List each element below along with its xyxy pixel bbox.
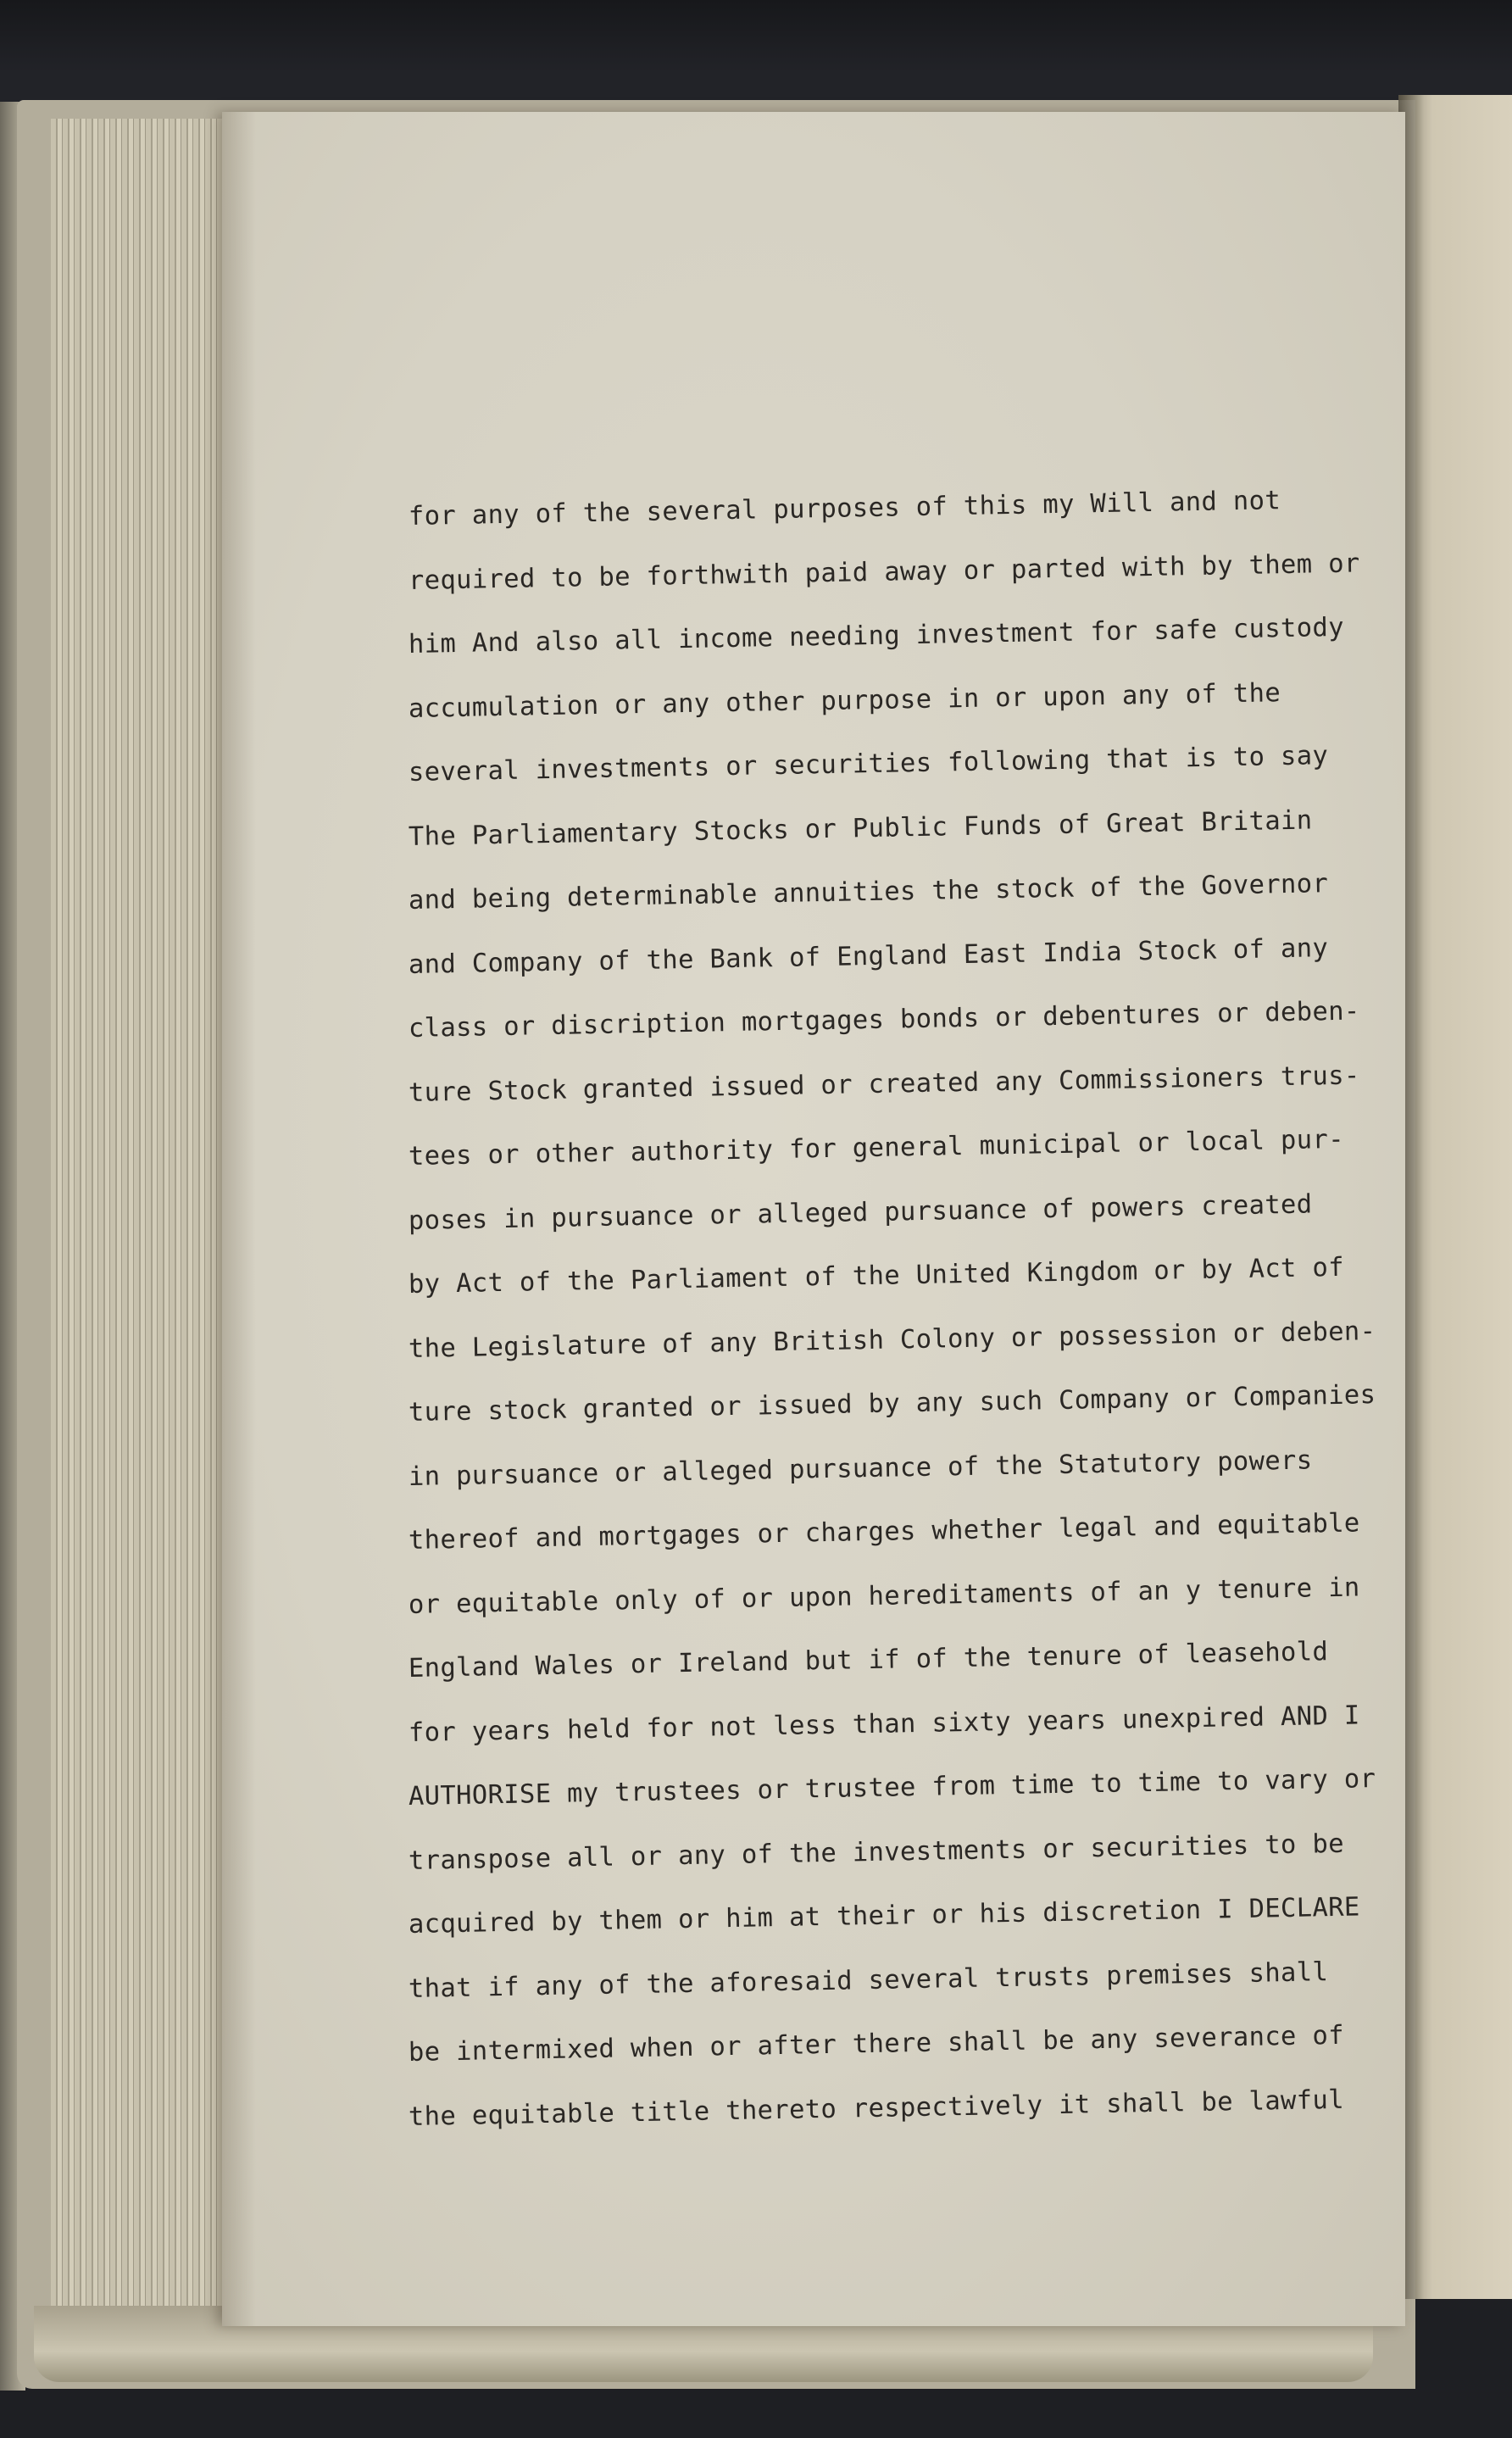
text-line: that if any of the aforesaid several trusts premises shall xyxy=(408,1957,1329,2004)
typed-text-body xyxy=(409,485,1426,2149)
text-line: be intermixed when or after there shall be any severance of xyxy=(408,2020,1345,2068)
text-line: AUTHORISE my trustees or trustee from time to time to vary or xyxy=(408,1764,1376,1812)
text-line: tees or other authority for general municipal or local pur- xyxy=(408,1124,1345,1172)
text-line: accumulation or any other purpose in or upon any of the xyxy=(408,677,1281,724)
text-line: ture Stock granted issued or created any Commissioners trus- xyxy=(408,1060,1360,1108)
page-stack-edges xyxy=(51,119,229,2340)
text-line: ture stock granted or issued by any such Company or Companies xyxy=(408,1380,1376,1428)
page-gutter-shadow xyxy=(222,112,256,2326)
text-line: for any of the several purposes of this my Will and not xyxy=(408,486,1281,532)
text-line: acquired by them or him at their or his discretion I DECLARE xyxy=(408,1892,1360,1940)
text-line: the Legislature of any British Colony or possession or deben- xyxy=(408,1316,1376,1364)
text-line: and Company of the Bank of England East India Stock of any xyxy=(408,932,1329,980)
text-line: poses in pursuance or alleged pursuance of powers created xyxy=(408,1188,1313,1236)
text-line: thereof and mortgages or charges whether legal and equitable xyxy=(408,1508,1360,1556)
document-page xyxy=(222,112,1405,2326)
text-line: in pursuance or alleged pursuance of the Statutory powers xyxy=(408,1444,1313,1492)
text-line: class or discription mortgages bonds or debentures or deben- xyxy=(408,996,1360,1044)
text-line: by Act of the Parliament of the United Kingdom or by Act of xyxy=(408,1252,1345,1300)
text-line: and being determinable annuities the stock of the Governor xyxy=(408,869,1329,916)
text-line: or equitable only of or upon hereditaments of an y tenure in xyxy=(408,1572,1360,1620)
text-line: for years held for not less than sixty years unexpired AND I xyxy=(408,1700,1360,1748)
text-line: The Parliamentary Stocks or Public Funds of Great Britain xyxy=(408,804,1313,852)
text-line: England Wales or Ireland but if of the tenure of leasehold xyxy=(408,1637,1329,1684)
text-line: the equitable title thereto respectively it shall be lawful xyxy=(408,2085,1345,2132)
text-line: transpose all or any of the investments or securities to be xyxy=(408,1828,1345,1876)
text-line: several investments or securities following that is to say xyxy=(408,741,1329,788)
text-line: him And also all income needing investment for safe custody xyxy=(408,612,1345,660)
text-line: required to be forthwith paid away or parted with by them or xyxy=(408,548,1360,596)
